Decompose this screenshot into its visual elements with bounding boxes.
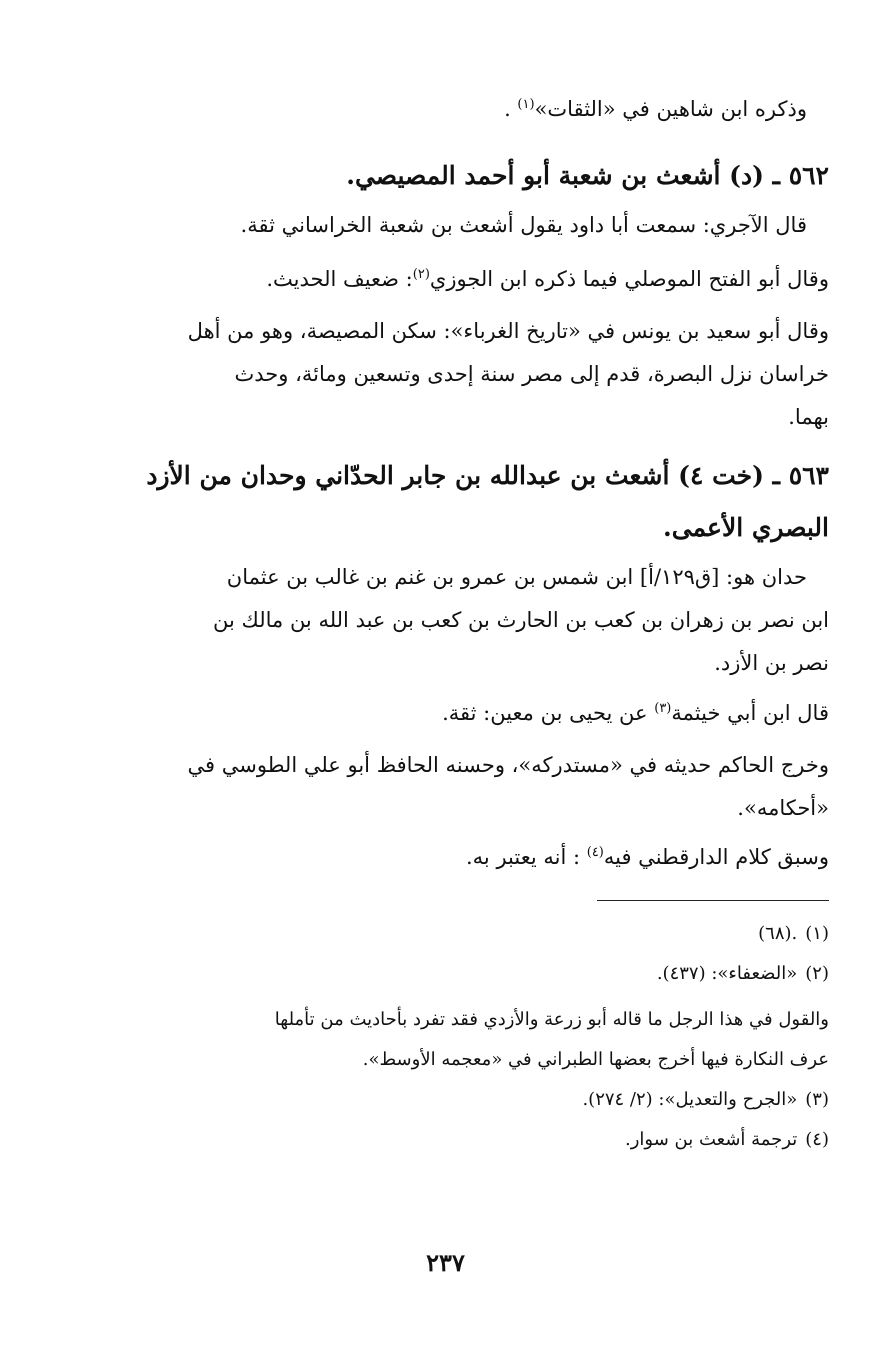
entry-563-paragraph-1: [129, 556, 829, 685]
entry-563-heading: [129, 450, 829, 554]
footnote-ref-4[interactable]: (٤): [586, 845, 604, 860]
footnote-2-continuation: والقول في هذا الرجل ما قاله أبو زرعة والأزدي فقد تفرد بأحاديث من تأملها: [274, 1009, 829, 1030]
text-line: [129, 258, 829, 301]
page-number: ٢٣٧: [426, 1248, 465, 1277]
text-line: نصر بن الأزد.: [714, 651, 829, 675]
intro-end: .: [504, 97, 518, 121]
text-run: : ضعيف الحديث.: [266, 267, 413, 291]
entry-562-paragraph-2: [129, 258, 829, 301]
text-line: بهما.: [788, 405, 829, 429]
footnote-1: [129, 914, 829, 954]
footnote-text: .(٦٨): [758, 923, 798, 944]
entry-563-title-line: ٥٦٣ ـ (خت ٤) أشعث بن عبدالله بن جابر الحدّاني وحدان من الأزد: [146, 461, 829, 490]
text-line: [129, 836, 829, 879]
footnote-number: (٣): [805, 1089, 829, 1110]
intro-text: وذكره ابن شاهين في «الثقات»: [534, 97, 807, 121]
footnote-2: [129, 954, 829, 994]
text-run: وقال أبو الفتح الموصلي فيما ذكره ابن الجوزي: [429, 267, 829, 291]
footnotes: [129, 914, 829, 1160]
entry-563-paragraph-4: [129, 836, 829, 879]
text-run: وسبق كلام الدارقطني فيه: [603, 845, 829, 869]
intro-line: [129, 88, 829, 131]
footnote-ref-3[interactable]: (٣): [654, 701, 672, 716]
text-line: حدان هو: [ق١٢٩/أ] ابن شمس بن عمرو بن غنم بن غالب بن عثمان: [226, 565, 807, 589]
text-line: وخرج الحاكم حديثه في «مستدركه»، وحسنه الحافظ أبو علي الطوسي في: [187, 753, 829, 777]
text-line: ابن نصر بن زهران بن كعب بن الحارث بن كعب بن عبد الله بن مالك بن: [213, 608, 829, 632]
footnote-4: [129, 1120, 829, 1160]
text-line: قال الآجري: سمعت أبا داود يقول أشعث بن شعبة الخراساني ثقة.: [240, 213, 807, 237]
text-line: وقال أبو سعيد بن يونس في «تاريخ الغرباء»: سكن المصيصة، وهو من أهل: [187, 319, 829, 343]
footnote-number: (١): [805, 923, 829, 944]
footnote-text: «الجرح والتعديل»: (٢/ ٢٧٤).: [582, 1089, 798, 1110]
footnote-ref-1[interactable]: (١): [517, 97, 535, 112]
footnote-text: ترجمة أشعث بن سوار.: [625, 1129, 798, 1150]
footnote-3: [129, 1080, 829, 1120]
entry-563-paragraph-2: [129, 692, 829, 735]
footnote-separator: [597, 900, 829, 901]
entry-562-paragraph-1: [129, 204, 829, 247]
text-run: قال ابن أبي خيثمة: [671, 701, 829, 725]
entry-562-title: ٥٦٢ ـ (د) أشعث بن شعبة أبو أحمد المصيصي.: [346, 161, 829, 190]
intro-paragraph: [129, 88, 829, 131]
entry-562-heading: [129, 150, 829, 202]
text-run: : أنه يعتبر به.: [466, 845, 587, 869]
footnote-number: (٢): [805, 963, 829, 984]
text-line: خراسان نزل البصرة، قدم إلى مصر سنة إحدى وتسعين ومائة، وحدث: [234, 362, 829, 386]
text-line: «أحكامه».: [737, 796, 829, 820]
footnote-number: (٤): [805, 1129, 829, 1150]
text-line: [129, 692, 829, 735]
entry-563-title-line: البصري الأعمى.: [663, 513, 829, 542]
footnote-2-continuation: عرف النكارة فيها أخرج بعضها الطبراني في «معجمه الأوسط».: [362, 1049, 829, 1070]
entry-563-paragraph-3: [129, 744, 829, 830]
entry-562-paragraph-3: [129, 310, 829, 439]
text-run: عن يحيى بن معين: ثقة.: [442, 701, 655, 725]
footnote-text: «الضعفاء»: (٤٣٧).: [656, 963, 798, 984]
footnote-ref-2[interactable]: (٢): [412, 267, 430, 282]
